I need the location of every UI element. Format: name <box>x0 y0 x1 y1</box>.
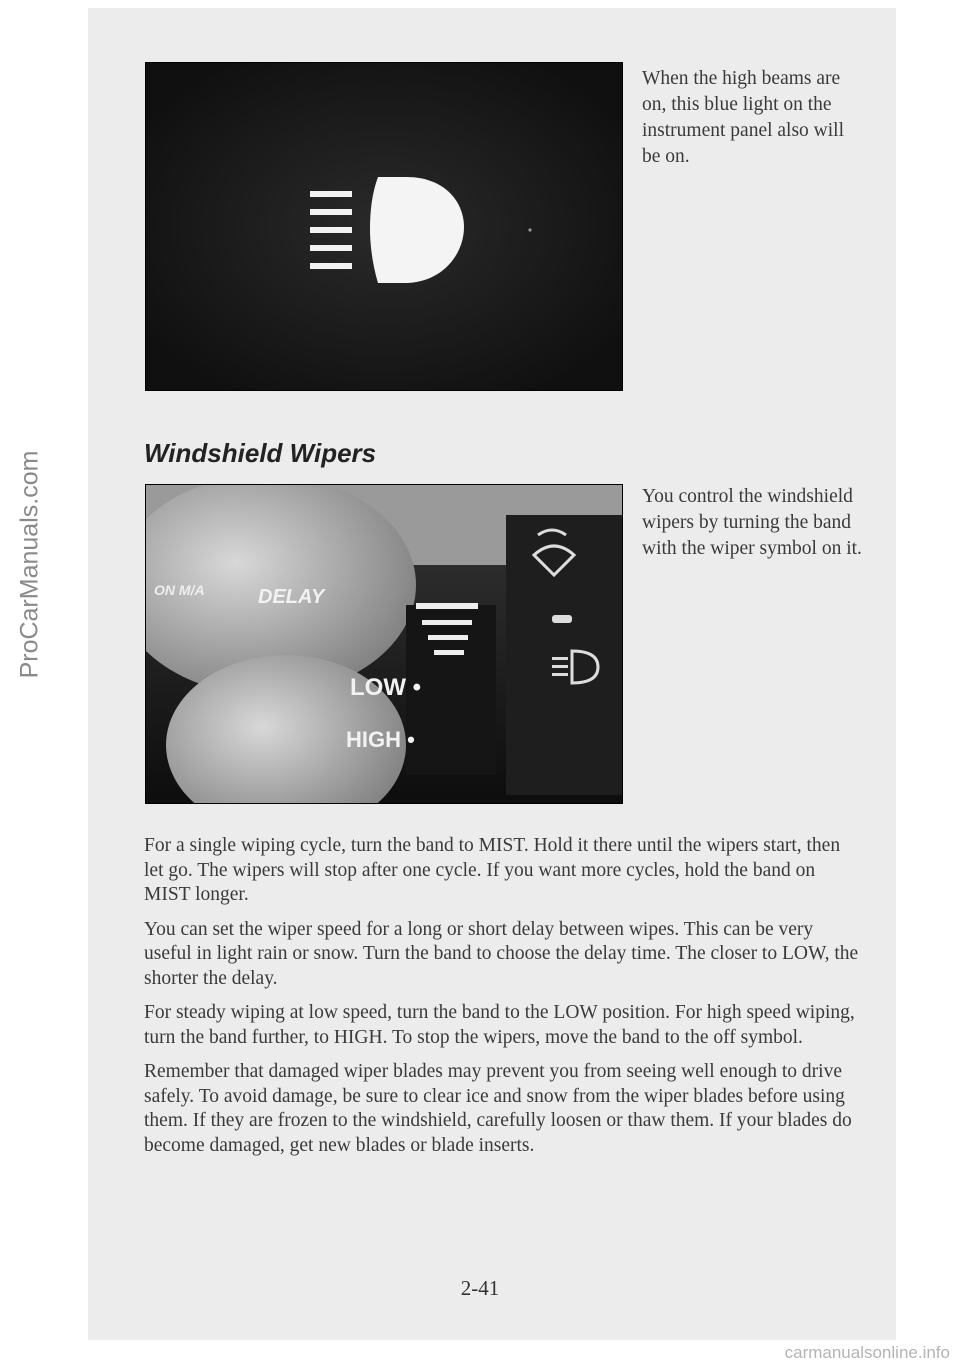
bottom-watermark[interactable]: carmanualsonline.info <box>784 1343 950 1362</box>
high-label: HIGH • <box>346 727 415 752</box>
paragraph-single-wipe: For a single wiping cycle, turn the band to MIST. Hold it there until the wipers start, then let go. The wipers will stop after one cycle. If you want more cycles, hold the band on MIST longer. <box>144 835 841 905</box>
wiper-control-photo <box>145 484 623 804</box>
paragraph-blades: Remember that damaged wiper blades may prevent you from seeing well enough to drive safely. To avoid damage, be sure to clear ice and snow from the wiper blades before using them. If they are frozen to the windshield, carefully loosen or thaw them. If your blades do become damaged, get new blades or blade inserts. <box>144 1061 852 1156</box>
high-beam-icon <box>146 63 622 390</box>
delay-label: DELAY <box>258 586 325 608</box>
paragraph-delay: You can set the wiper speed for a long or short delay between wipes. This can be very useful in light rain or snow. Turn the band to choose the delay time. The closer to LOW, the shorter the delay. <box>144 918 859 989</box>
section-heading: Windshield Wipers <box>144 438 377 468</box>
low-label: LOW • <box>350 674 422 701</box>
side-watermark: ProCarManuals.com <box>15 450 44 679</box>
mist-label: ON M/A <box>154 582 205 598</box>
wiper-caption: You control the windshield wipers by turning the band with the wiper symbol on it. <box>642 486 862 559</box>
high-beam-caption: When the high beams are on, this blue light on the instrument panel also will be on. <box>642 68 845 167</box>
paragraph-steady: For steady wiping at low speed, turn the band to the LOW position. For high speed wiping, turn the band further, to HIGH. To stop the wipers, move the band to the off symbol. <box>144 1002 855 1048</box>
page-number: 2-41 <box>460 1276 500 1300</box>
wiper-instructions <box>144 834 864 1168</box>
high-beam-indicator-photo <box>145 62 623 391</box>
